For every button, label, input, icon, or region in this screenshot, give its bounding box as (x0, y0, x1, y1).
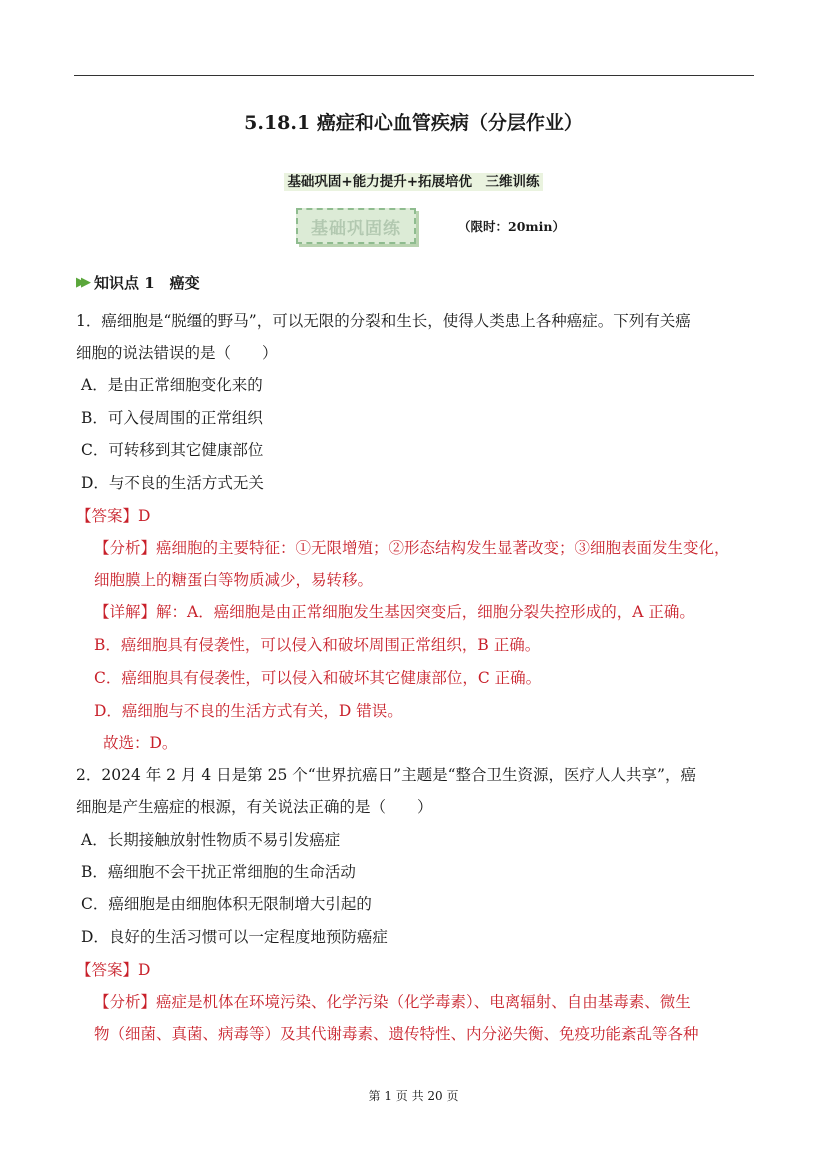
knowledge-point-heading (76, 272, 200, 293)
knowledge-point-label: 知识点 1 癌变 (94, 274, 200, 292)
subtitle (0, 170, 827, 190)
double-chevron-icon: ▶▶ (76, 275, 86, 290)
subtitle-text: 基础巩固+能力提升+拓展培优 三维训练 (284, 173, 542, 191)
q1-answer: 【答案】D (76, 507, 151, 525)
q2-option-b: B．癌细胞不会干扰正常细胞的生命活动 (81, 863, 356, 881)
page-footer: 第 1 页 共 20 页 (368, 1089, 459, 1103)
q2-analysis-line-2: 物（细菌、真菌、病毒等）及其代谢毒素、遗传特性、内分泌失衡、免疫功能紊乱等各种 (94, 1025, 699, 1043)
section-badge-row (296, 207, 565, 245)
q1-option-b: B．可入侵周围的正常组织 (81, 409, 263, 427)
time-limit: （限时：20min） (458, 219, 565, 234)
q1-detail-line-3: C．癌细胞具有侵袭性，可以侵入和破坏其它健康部位，C 正确。 (94, 669, 542, 687)
q1-detail-line-4: D．癌细胞与不良的生活方式有关，D 错误。 (94, 702, 403, 720)
page-title: 5.18.1 癌症和心血管疾病（分层作业） (244, 112, 583, 134)
q1-detail-line-1: 【详解】解：A．癌细胞是由正常细胞发生基因突变后，细胞分裂失控形成的，A 正确。 (94, 603, 695, 621)
q2-option-a: A．长期接触放射性物质不易引发癌症 (81, 831, 341, 849)
q1-stem-line-1: 1．癌细胞是“脱缰的野马”，可以无限的分裂和生长，使得人类患上各种癌症。下列有关癌 (76, 312, 691, 330)
q1-detail-line-2: B．癌细胞具有侵袭性，可以侵入和破坏周围正常组织，B 正确。 (94, 636, 541, 654)
q2-option-d: D．良好的生活习惯可以一定程度地预防癌症 (81, 928, 388, 946)
q2-answer: 【答案】D (76, 961, 151, 979)
q1-option-d: D．与不良的生活方式无关 (81, 474, 264, 492)
q1-choice: 故选：D。 (103, 734, 178, 752)
q1-option-c: C．可转移到其它健康部位 (81, 441, 264, 459)
q2-option-c: C．癌细胞是由细胞体积无限制增大引起的 (81, 895, 372, 913)
q2-stem-line-2: 细胞是产生癌症的根源，有关说法正确的是（ ） (76, 798, 433, 816)
q2-stem-line-1: 2．2024 年 2 月 4 日是第 25 个“世界抗癌日”主题是“整合卫生资源，医疗人人共享”，癌 (76, 766, 696, 784)
q1-option-a: A．是由正常细胞变化来的 (81, 376, 263, 394)
header-rule (74, 75, 754, 76)
q1-analysis-line-1: 【分析】癌细胞的主要特征：①无限增殖；②形态结构发生显著改变；③细胞表面发生变化， (94, 539, 730, 557)
q2-analysis-line-1: 【分析】癌症是机体在环境污染、化学污染（化学毒素）、电离辐射、自由基毒素、微生 (94, 993, 691, 1011)
q1-stem-line-2: 细胞的说法错误的是（ ） (76, 344, 278, 362)
section-badge: 基础巩固练 (296, 208, 416, 244)
q1-analysis-line-2: 细胞膜上的糖蛋白等物质减少，易转移。 (94, 571, 374, 589)
